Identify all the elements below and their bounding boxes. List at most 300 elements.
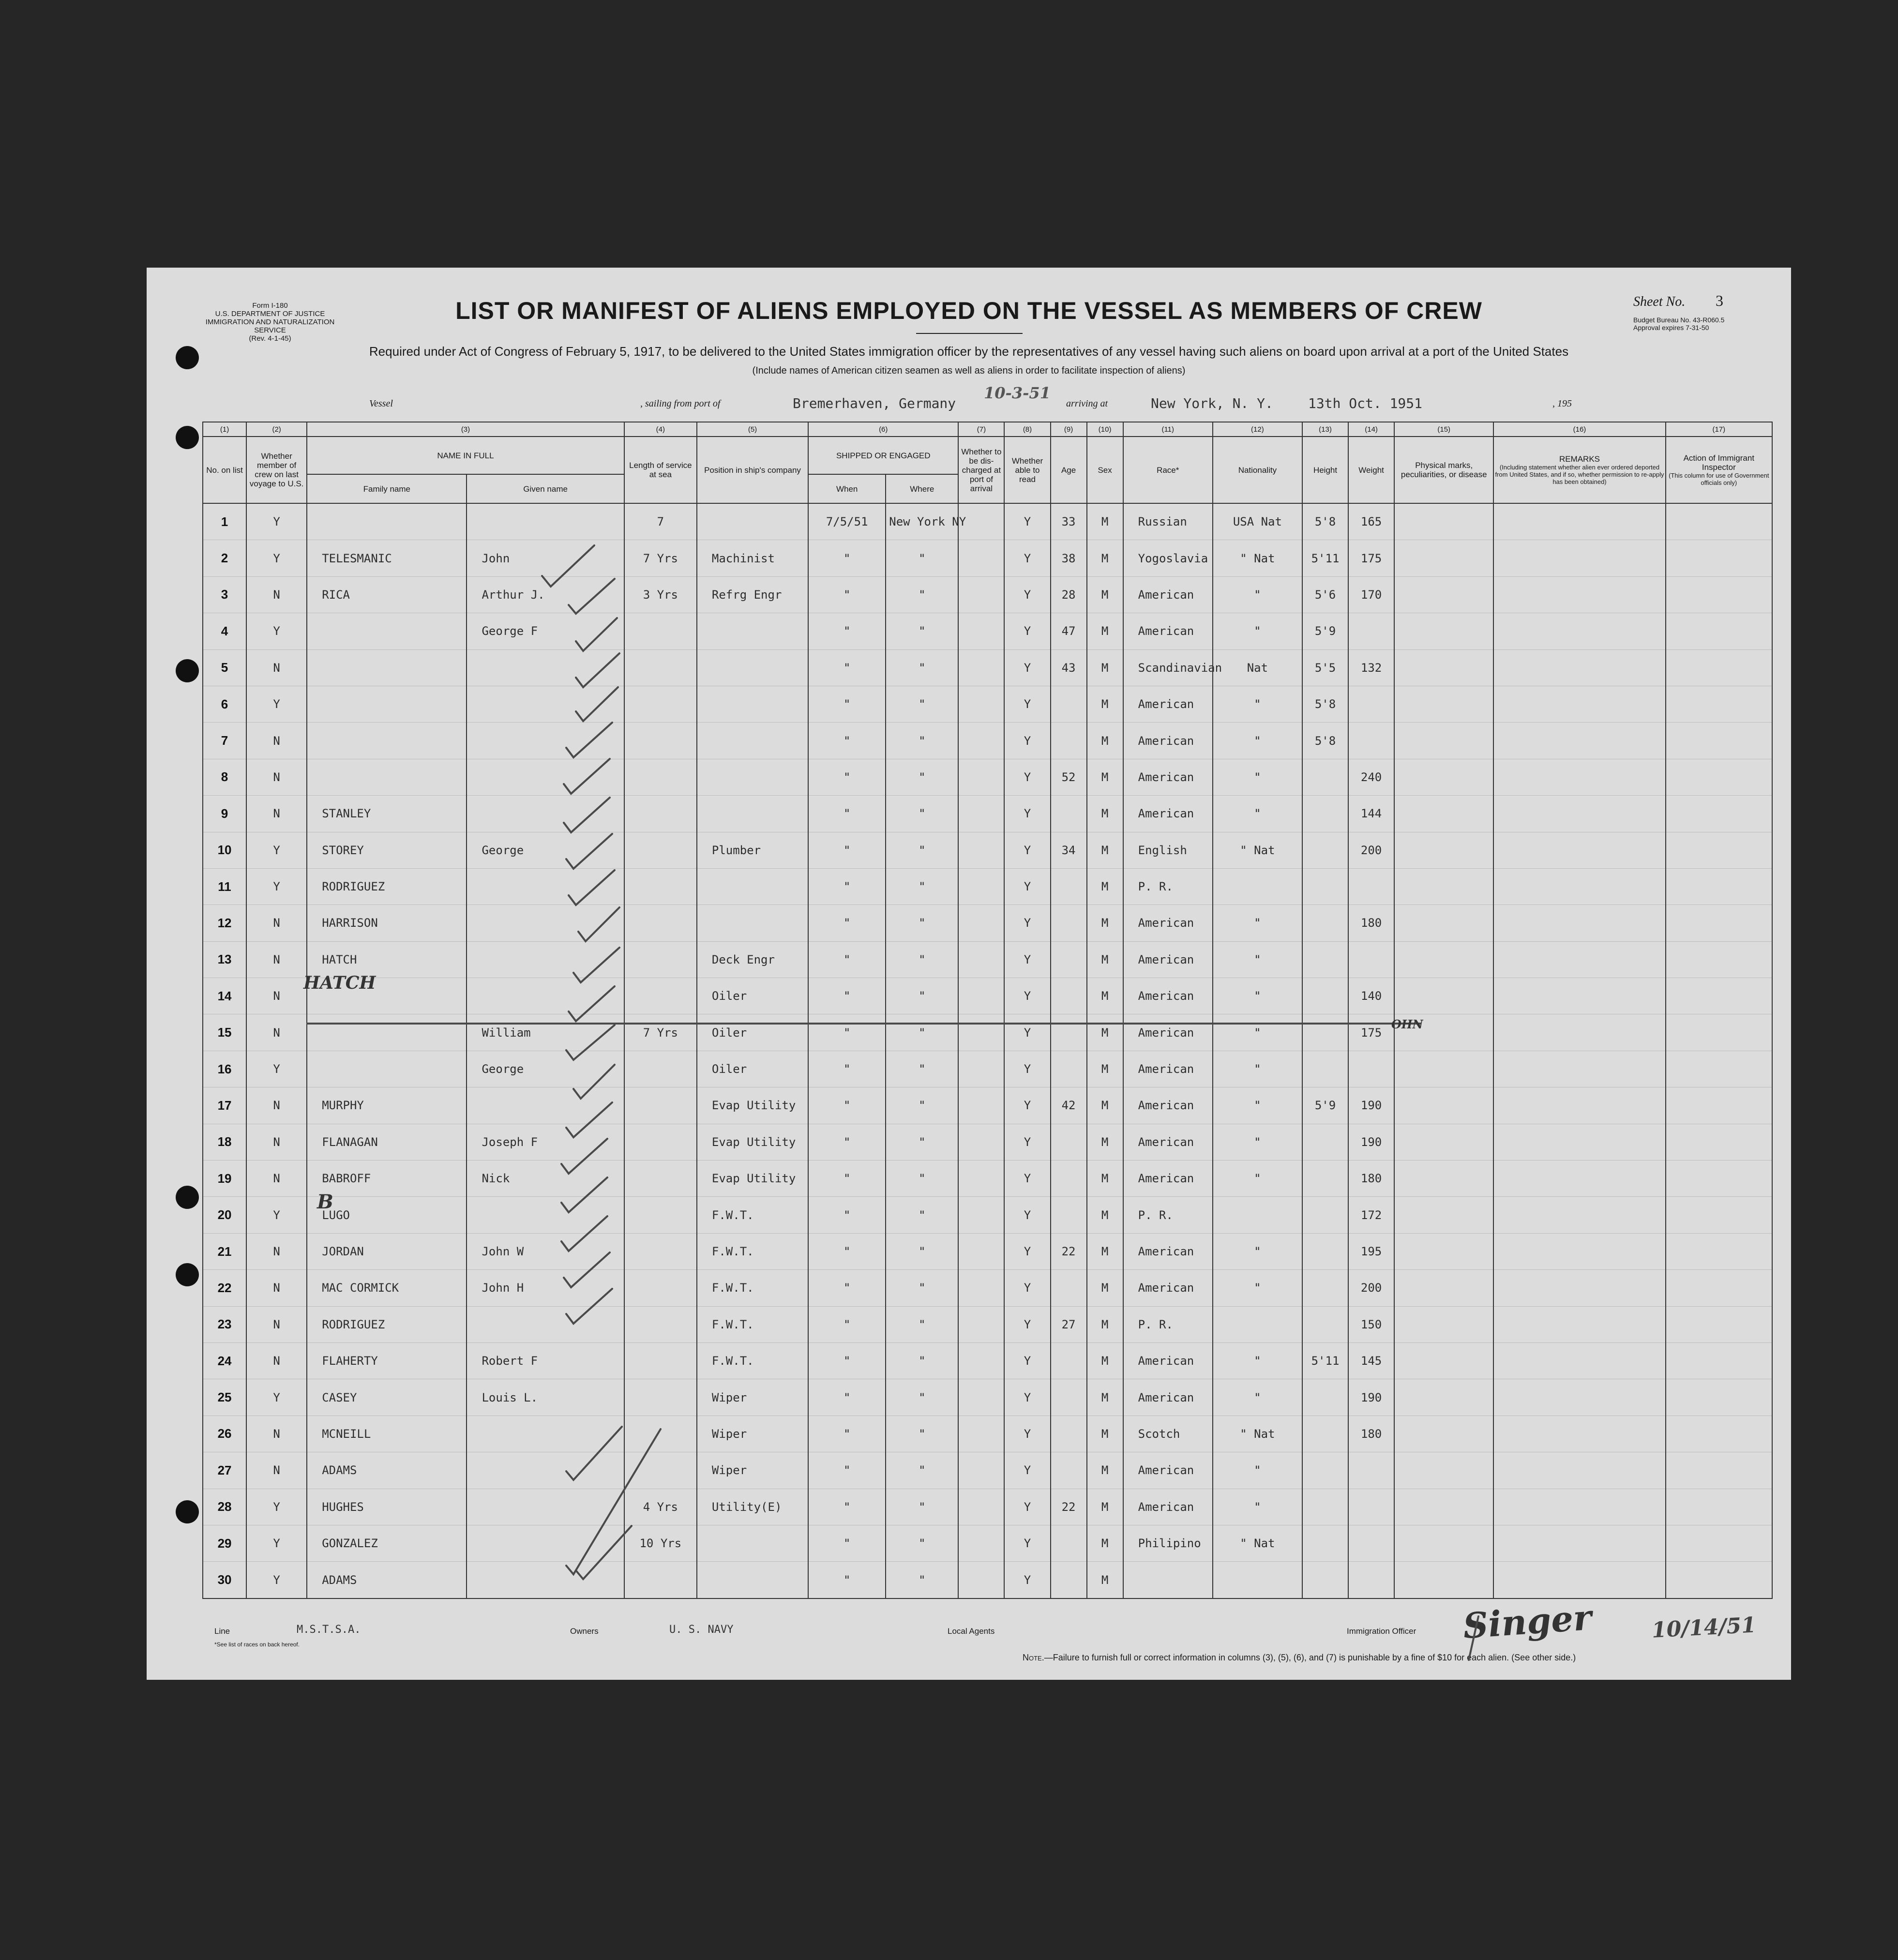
crew-row [203, 1051, 1772, 1087]
cell-when: " [808, 1051, 886, 1087]
cell-where: " [886, 1014, 958, 1051]
crew-row [203, 649, 1772, 686]
crew-row [203, 941, 1772, 978]
cell-given: Robert F [467, 1342, 624, 1379]
cell-no: 29 [203, 1525, 246, 1561]
cell-action [1666, 759, 1772, 795]
crew-row [203, 1161, 1772, 1197]
cell-given: John H [467, 1270, 624, 1306]
cell-when: " [808, 832, 886, 868]
cell-read: Y [1004, 868, 1050, 905]
arrival-port: New York, N. Y. [1151, 395, 1273, 411]
cell-remarks [1493, 759, 1665, 795]
cell-prev: N [246, 1124, 307, 1160]
cell-when: " [808, 1489, 886, 1525]
cell-height [1302, 1124, 1348, 1160]
cell-age: 33 [1051, 503, 1087, 540]
cell-where: " [886, 1233, 958, 1269]
cell-race: Scandinavian [1123, 649, 1213, 686]
cell-action [1666, 1014, 1772, 1051]
crew-row [203, 1197, 1772, 1233]
cell-family: RODRIGUEZ [307, 868, 467, 905]
cell-read: Y [1004, 576, 1050, 613]
cell-marks [1394, 1161, 1493, 1197]
cell-given [467, 978, 624, 1014]
crew-row [203, 1452, 1772, 1489]
cell-read: Y [1004, 1489, 1050, 1525]
cell-nationality: " [1213, 1489, 1302, 1525]
cell-read: Y [1004, 759, 1050, 795]
cell-race: American [1123, 1087, 1213, 1124]
cell-when: " [808, 1416, 886, 1452]
cell-family: HUGHES [307, 1489, 467, 1525]
header-shipped-or-engaged: SHIPPED OR ENGAGED [808, 437, 958, 474]
cell-sex: M [1087, 1014, 1123, 1051]
cell-marks [1394, 1197, 1493, 1233]
cell-family: HARRISON [307, 905, 467, 941]
cell-family: BABROFF [307, 1161, 467, 1197]
colnum-4: (4) [624, 422, 697, 437]
cell-read: Y [1004, 686, 1050, 722]
cell-family: CASEY [307, 1379, 467, 1416]
crew-row [203, 868, 1772, 905]
cell-age: 52 [1051, 759, 1087, 795]
cell-service [624, 686, 697, 722]
arriving-label: arriving at [1066, 398, 1108, 409]
cell-no: 10 [203, 832, 246, 868]
cell-where: " [886, 759, 958, 795]
crew-row [203, 978, 1772, 1014]
manifest-sheet [147, 268, 1791, 1680]
header-able-to-read: Whether able to read [1004, 437, 1050, 503]
cell-age: 38 [1051, 540, 1087, 576]
cell-race: P. R. [1123, 868, 1213, 905]
cell-position [697, 613, 808, 649]
vessel-label: Vessel [369, 398, 393, 409]
cell-prev: N [246, 1233, 307, 1269]
header-weight: Weight [1348, 437, 1394, 503]
cell-discharge [958, 1342, 1004, 1379]
cell-age: 22 [1051, 1489, 1087, 1525]
cell-no: 26 [203, 1416, 246, 1452]
cell-race: Yogoslavia [1123, 540, 1213, 576]
cell-when: " [808, 759, 886, 795]
cell-position: Oiler [697, 1014, 808, 1051]
budget-info [1633, 316, 1724, 332]
crew-row [203, 613, 1772, 649]
cell-sex: M [1087, 1525, 1123, 1561]
cell-action [1666, 649, 1772, 686]
cell-remarks [1493, 503, 1665, 540]
cell-no: 14 [203, 978, 246, 1014]
cell-given [467, 1489, 624, 1525]
cell-when: " [808, 1342, 886, 1379]
remarks-title: REMARKS [1559, 454, 1600, 464]
cell-race: American [1123, 723, 1213, 759]
cell-no: 19 [203, 1161, 246, 1197]
cell-nationality: " [1213, 759, 1302, 795]
cell-family: FLAHERTY [307, 1342, 467, 1379]
cell-age [1051, 1452, 1087, 1489]
colnum-10: (10) [1087, 422, 1123, 437]
cell-sex: M [1087, 1233, 1123, 1269]
cell-read: Y [1004, 905, 1050, 941]
colnum-6: (6) [808, 422, 958, 437]
cell-service: 7 Yrs [624, 1014, 697, 1051]
cell-weight: 132 [1348, 649, 1394, 686]
cell-discharge [958, 1087, 1004, 1124]
cell-remarks [1493, 1161, 1665, 1197]
cell-position: F.W.T. [697, 1306, 808, 1342]
cell-nationality: Nat [1213, 649, 1302, 686]
cell-service [624, 1161, 697, 1197]
cell-height [1302, 868, 1348, 905]
cell-position [697, 796, 808, 832]
cell-race: American [1123, 796, 1213, 832]
cell-action [1666, 686, 1772, 722]
cell-prev: Y [246, 686, 307, 722]
crew-row [203, 576, 1772, 613]
cell-remarks [1493, 1525, 1665, 1561]
cell-when: " [808, 796, 886, 832]
cell-race: American [1123, 1270, 1213, 1306]
cell-discharge [958, 759, 1004, 795]
form-service: IMMIGRATION AND NATURALIZATION SERVICE [205, 318, 335, 334]
cell-action [1666, 1562, 1772, 1598]
cell-weight [1348, 686, 1394, 722]
cell-given: John W [467, 1233, 624, 1269]
cell-remarks [1493, 576, 1665, 613]
colnum-7: (7) [958, 422, 1004, 437]
footer-note-label: Note. [1023, 1653, 1044, 1662]
cell-family: GONZALEZ [307, 1525, 467, 1561]
cell-service: 3 Yrs [624, 576, 697, 613]
cell-discharge [958, 1051, 1004, 1087]
cell-sex: M [1087, 1342, 1123, 1379]
cell-race: American [1123, 905, 1213, 941]
cell-weight [1348, 1051, 1394, 1087]
binder-hole [176, 1500, 199, 1523]
cell-family: MAC CORMICK [307, 1270, 467, 1306]
cell-no: 25 [203, 1379, 246, 1416]
cell-prev: N [246, 723, 307, 759]
cell-height: 5'9 [1302, 1087, 1348, 1124]
cell-no: 2 [203, 540, 246, 576]
form-number: Form I-180 [252, 302, 288, 310]
cell-service [624, 832, 697, 868]
cell-nationality: " [1213, 1051, 1302, 1087]
cell-when: " [808, 1306, 886, 1342]
cell-given [467, 503, 624, 540]
cell-sex: M [1087, 1306, 1123, 1342]
cell-race: American [1123, 1379, 1213, 1416]
cell-nationality: " [1213, 1379, 1302, 1416]
cell-prev: N [246, 941, 307, 978]
cell-age [1051, 723, 1087, 759]
cell-age [1051, 1342, 1087, 1379]
cell-service [624, 1562, 697, 1598]
column-number-row [203, 422, 1772, 437]
cell-remarks [1493, 905, 1665, 941]
cell-no: 27 [203, 1452, 246, 1489]
crew-row [203, 1379, 1772, 1416]
cell-age [1051, 1124, 1087, 1160]
cell-nationality: " [1213, 613, 1302, 649]
cell-race: American [1123, 686, 1213, 722]
cell-discharge [958, 1270, 1004, 1306]
cell-family: TELESMANIC [307, 540, 467, 576]
cell-when: " [808, 1233, 886, 1269]
header-where: Where [886, 474, 958, 503]
cell-remarks [1493, 832, 1665, 868]
cell-given: Arthur J. [467, 576, 624, 613]
cell-when: " [808, 868, 886, 905]
crew-row [203, 832, 1772, 868]
cell-family [307, 759, 467, 795]
cell-action [1666, 1233, 1772, 1269]
cell-marks [1394, 1051, 1493, 1087]
cell-prev: Y [246, 540, 307, 576]
cell-discharge [958, 1014, 1004, 1051]
cell-read: Y [1004, 613, 1050, 649]
cell-service [624, 649, 697, 686]
cell-read: Y [1004, 978, 1050, 1014]
crew-row [203, 1233, 1772, 1269]
cell-read: Y [1004, 1306, 1050, 1342]
cell-position: Wiper [697, 1379, 808, 1416]
cell-service [624, 868, 697, 905]
cell-when: " [808, 1562, 886, 1598]
cell-action [1666, 1161, 1772, 1197]
cell-read: Y [1004, 1197, 1050, 1233]
cell-age [1051, 686, 1087, 722]
cell-sex: M [1087, 1416, 1123, 1452]
cell-prev: Y [246, 1051, 307, 1087]
cell-position: Oiler [697, 978, 808, 1014]
cell-no: 13 [203, 941, 246, 978]
cell-given [467, 1087, 624, 1124]
cell-service [624, 978, 697, 1014]
cell-family [307, 1014, 467, 1051]
cell-age [1051, 796, 1087, 832]
colnum-14: (14) [1348, 422, 1394, 437]
cell-prev: N [246, 649, 307, 686]
cell-where: " [886, 868, 958, 905]
cell-given [467, 1306, 624, 1342]
cell-weight: 200 [1348, 1270, 1394, 1306]
cell-height: 5'11 [1302, 540, 1348, 576]
cell-action [1666, 1197, 1772, 1233]
cell-family: LUGO [307, 1197, 467, 1233]
cell-height: 5'8 [1302, 503, 1348, 540]
cell-where: " [886, 978, 958, 1014]
cell-nationality: " [1213, 1342, 1302, 1379]
cell-sex: M [1087, 1379, 1123, 1416]
cell-discharge [958, 868, 1004, 905]
cell-marks [1394, 540, 1493, 576]
cell-height [1302, 1489, 1348, 1525]
header-physical-marks: Physical marks, peculiarities, or disease [1394, 437, 1493, 503]
cell-discharge [958, 1416, 1004, 1452]
cell-height: 5'9 [1302, 613, 1348, 649]
cell-height [1302, 1270, 1348, 1306]
cell-discharge [958, 832, 1004, 868]
cell-sex: M [1087, 1124, 1123, 1160]
cell-age: 27 [1051, 1306, 1087, 1342]
cell-nationality: " Nat [1213, 832, 1302, 868]
cell-no: 23 [203, 1306, 246, 1342]
cell-discharge [958, 649, 1004, 686]
cell-service [624, 1087, 697, 1124]
cell-weight [1348, 941, 1394, 978]
cell-position: Oiler [697, 1051, 808, 1087]
cell-action [1666, 503, 1772, 540]
cell-nationality: " [1213, 1452, 1302, 1489]
cell-height [1302, 1562, 1348, 1598]
cell-race: American [1123, 1161, 1213, 1197]
cell-position: F.W.T. [697, 1342, 808, 1379]
inspector-action-subtitle: (This column for use of Government officials only) [1669, 472, 1769, 486]
cell-no: 22 [203, 1270, 246, 1306]
crew-row [203, 1525, 1772, 1561]
header-race: Race* [1123, 437, 1213, 503]
cell-when: " [808, 1161, 886, 1197]
local-agents-label: Local Agents [948, 1627, 995, 1636]
cell-service [624, 905, 697, 941]
cell-family [307, 1051, 467, 1087]
cell-where: " [886, 1087, 958, 1124]
cell-sex: M [1087, 796, 1123, 832]
vessel-handwritten-date: 10-3-51 [984, 384, 1051, 402]
cell-where: " [886, 832, 958, 868]
cell-remarks [1493, 1014, 1665, 1051]
cell-remarks [1493, 649, 1665, 686]
cell-read: Y [1004, 1051, 1050, 1087]
cell-nationality: " [1213, 723, 1302, 759]
cell-read: Y [1004, 540, 1050, 576]
cell-prev: Y [246, 868, 307, 905]
cell-given [467, 686, 624, 722]
cell-where: " [886, 723, 958, 759]
cell-discharge [958, 686, 1004, 722]
crew-row [203, 540, 1772, 576]
cell-family: RODRIGUEZ [307, 1306, 467, 1342]
cell-sex: M [1087, 540, 1123, 576]
crew-row [203, 1416, 1772, 1452]
cell-action [1666, 1051, 1772, 1087]
cell-nationality: " [1213, 1087, 1302, 1124]
cell-no: 4 [203, 613, 246, 649]
cell-remarks [1493, 1342, 1665, 1379]
cell-weight [1348, 1525, 1394, 1561]
cell-weight: 180 [1348, 1161, 1394, 1197]
cell-action [1666, 1124, 1772, 1160]
cell-marks [1394, 1087, 1493, 1124]
cell-position: F.W.T. [697, 1197, 808, 1233]
cell-prev: N [246, 1452, 307, 1489]
cell-age [1051, 1014, 1087, 1051]
cell-discharge [958, 1124, 1004, 1160]
binder-hole [176, 426, 199, 449]
cell-action [1666, 1489, 1772, 1525]
cell-remarks [1493, 1087, 1665, 1124]
crew-row [203, 1270, 1772, 1306]
cell-when: " [808, 941, 886, 978]
cell-marks [1394, 649, 1493, 686]
cell-where: " [886, 1306, 958, 1342]
cell-given [467, 1452, 624, 1489]
cell-where: " [886, 1270, 958, 1306]
cell-position: Evap Utility [697, 1087, 808, 1124]
cell-position: Wiper [697, 1416, 808, 1452]
cell-remarks [1493, 868, 1665, 905]
cell-prev: Y [246, 1197, 307, 1233]
cell-family: JORDAN [307, 1233, 467, 1269]
crew-row [203, 686, 1772, 722]
cell-height: 5'5 [1302, 649, 1348, 686]
cell-service: 4 Yrs [624, 1489, 697, 1525]
cell-discharge [958, 613, 1004, 649]
cell-age [1051, 1270, 1087, 1306]
header-position: Position in ship's company [697, 437, 808, 503]
cell-where: " [886, 1525, 958, 1561]
cell-discharge [958, 1161, 1004, 1197]
header-nationality: Nationality [1213, 437, 1302, 503]
cell-nationality: USA Nat [1213, 503, 1302, 540]
cell-given [467, 905, 624, 941]
cell-weight: 180 [1348, 1416, 1394, 1452]
cell-remarks [1493, 1197, 1665, 1233]
cell-sex: M [1087, 1489, 1123, 1525]
cell-height [1302, 1525, 1348, 1561]
cell-where: " [886, 1342, 958, 1379]
cell-age: 34 [1051, 832, 1087, 868]
cell-given: George F [467, 613, 624, 649]
cell-service: 7 [624, 503, 697, 540]
cell-height [1302, 796, 1348, 832]
cell-nationality: " [1213, 978, 1302, 1014]
cell-height: 5'11 [1302, 1342, 1348, 1379]
officer-date: 10/14/51 [1651, 1613, 1757, 1643]
cell-age [1051, 905, 1087, 941]
cell-height [1302, 1197, 1348, 1233]
cell-service [624, 1379, 697, 1416]
cell-position: Refrg Engr [697, 576, 808, 613]
cell-age [1051, 1379, 1087, 1416]
cell-age [1051, 1161, 1087, 1197]
cell-given: Nick [467, 1161, 624, 1197]
cell-when: " [808, 1379, 886, 1416]
cell-discharge [958, 576, 1004, 613]
cell-discharge [958, 941, 1004, 978]
cell-service [624, 1051, 697, 1087]
cell-height [1302, 759, 1348, 795]
crew-row [203, 1306, 1772, 1342]
cell-weight: 180 [1348, 905, 1394, 941]
cell-service [624, 1342, 697, 1379]
cell-remarks [1493, 1124, 1665, 1160]
cell-sex: M [1087, 759, 1123, 795]
cell-where: " [886, 1051, 958, 1087]
cell-weight [1348, 723, 1394, 759]
cell-position [697, 723, 808, 759]
cell-nationality: " [1213, 1161, 1302, 1197]
header-name-in-full: NAME IN FULL [307, 437, 624, 474]
cell-marks [1394, 1124, 1493, 1160]
cell-height [1302, 1051, 1348, 1087]
cell-race: American [1123, 941, 1213, 978]
cell-position [697, 905, 808, 941]
